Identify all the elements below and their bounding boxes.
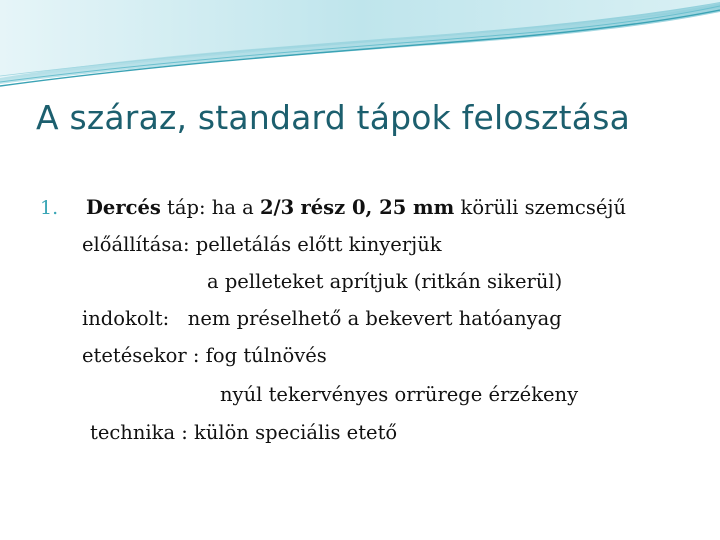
size-value: rész 0, 25 mm	[300, 196, 455, 219]
list-number: 1.	[40, 197, 59, 219]
body-line-4: indokolt: nem préselhető a bekevert hatóanyag	[82, 307, 562, 330]
body-line-1	[86, 196, 626, 219]
fraction-value: 2/3	[259, 196, 295, 219]
body-line-3: a pelleteket aprítjuk (ritkán sikerül)	[207, 270, 563, 293]
term-dercés: Dercés	[86, 196, 161, 219]
line1-text-1: táp: ha a	[160, 196, 260, 219]
body-line-2: előállítása: pelletálás előtt kinyerjük	[82, 233, 442, 256]
slide-title: A száraz, standard tápok felosztása	[36, 98, 631, 137]
body-line-6: nyúl tekervényes orrürege érzékeny	[220, 383, 579, 406]
body-line-7: technika : külön speciális etető	[90, 421, 398, 444]
line1-text-3: körüli szemcséjű	[454, 196, 627, 219]
body-line-5: etetésekor : fog túlnövés	[82, 344, 327, 367]
